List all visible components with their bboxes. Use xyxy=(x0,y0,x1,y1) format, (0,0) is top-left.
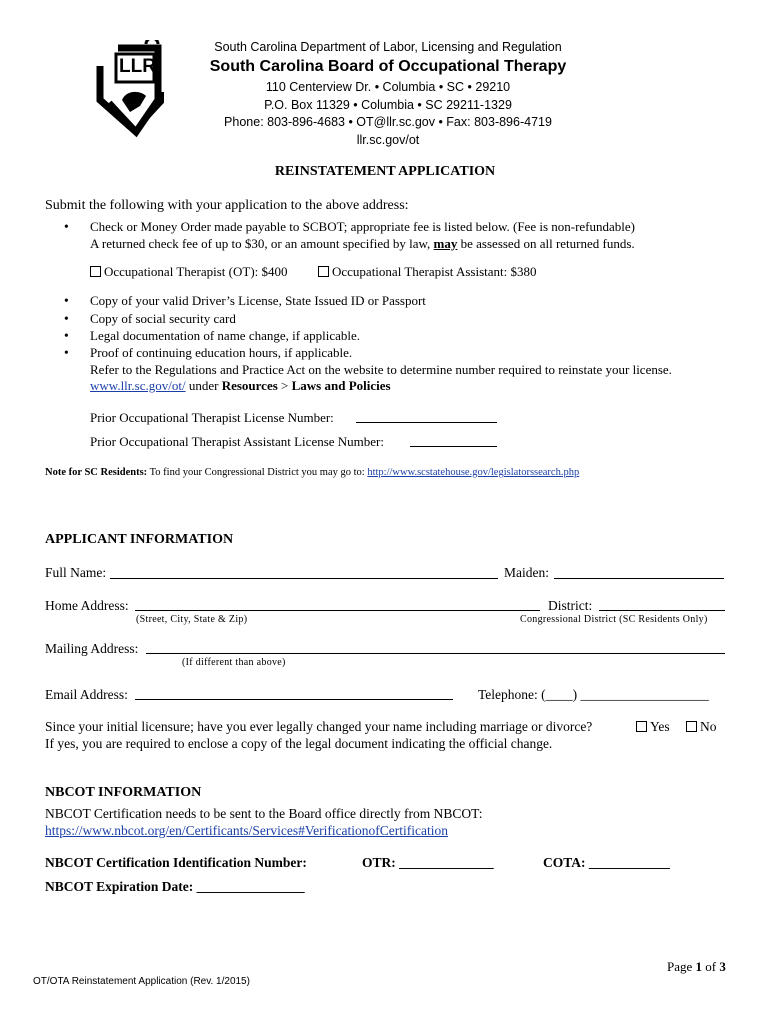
mailing-address-label: Mailing Address: xyxy=(45,641,139,656)
refer-text: Refer to the Regulations and Practice Act on the website to determine number required to reinstate your license. xyxy=(90,362,672,377)
nbcot-heading: NBCOT INFORMATION xyxy=(45,785,202,800)
dept-name: South Carolina Department of Labor, Licensing and Regulation xyxy=(214,40,562,54)
district-hint: Congressional District (SC Residents Only) xyxy=(520,614,708,625)
nbcot-instructions: NBCOT Certification needs to be sent to the Board office directly from NBCOT: xyxy=(45,806,483,821)
fee-ota-label: Occupational Therapist Assistant: $380 xyxy=(332,264,537,279)
list-item: Copy of social security card xyxy=(90,311,236,326)
returned-check-text-end: be assessed on all returned funds. xyxy=(457,236,635,251)
logo-text: LLR xyxy=(119,56,156,77)
nbcot-expiration-field[interactable]: NBCOT Expiration Date: ________________ xyxy=(45,879,305,894)
name-change-question: Since your initial licensure; have you ever legally changed your name including marriage or divorce? xyxy=(45,719,593,734)
full-name-label: Full Name: xyxy=(45,565,107,580)
fee-ota-checkbox[interactable] xyxy=(318,266,329,277)
mailing-address-field[interactable] xyxy=(146,653,725,654)
bullet-dot: • xyxy=(64,293,69,308)
website-line: llr.sc.gov/ot xyxy=(356,133,420,147)
form-footer: OT/OTA Reinstatement Application (Rev. 1/2015) xyxy=(33,976,250,987)
full-name-field[interactable] xyxy=(110,578,498,579)
refer-under-text: under xyxy=(185,378,222,393)
list-item: Legal documentation of name change, if applicable. xyxy=(90,328,360,343)
legislators-link[interactable]: http://www.scstatehouse.gov/legislatorssearch.php xyxy=(367,467,580,478)
page-of: of xyxy=(702,959,720,974)
no-checkbox[interactable] xyxy=(686,721,697,732)
mailing-hint: (If different than above) xyxy=(182,657,286,668)
resources-label: Resources xyxy=(221,378,278,393)
prior-ot-field[interactable] xyxy=(356,422,497,423)
home-address-field[interactable] xyxy=(135,610,540,611)
fee-ot-label: Occupational Therapist (OT): $400 xyxy=(104,264,288,279)
maiden-label: Maiden: xyxy=(504,565,549,580)
page-current: 1 xyxy=(695,959,703,974)
fee-instruction-line-2 xyxy=(90,236,635,252)
prior-ota-label: Prior Occupational Therapist Assistant License Number: xyxy=(90,434,384,449)
contact-line: Phone: 803-896-4683 • OT@llr.sc.gov • Fax: 803-896-4719 xyxy=(224,115,552,129)
bullet-dot: • xyxy=(64,345,69,360)
district-label: District: xyxy=(548,598,593,613)
page-label: Page xyxy=(667,959,696,974)
list-item: Proof of continuing education hours, if applicable. xyxy=(90,345,353,360)
name-change-no[interactable] xyxy=(686,719,717,735)
bullet-dot: • xyxy=(64,219,69,234)
street-hint: (Street, City, State & Zip) xyxy=(136,614,248,625)
home-address-label: Home Address: xyxy=(45,598,129,613)
email-label: Email Address: xyxy=(45,687,128,702)
website-link[interactable]: www.llr.sc.gov/ot/ xyxy=(90,378,186,393)
nbcot-cert-id-label: NBCOT Certification Identification Number: xyxy=(45,855,307,870)
note-text: To find your Congressional District you may go to: xyxy=(147,467,368,478)
note-label: Note for SC Residents: xyxy=(45,467,148,478)
fee-instruction-line-1: Check or Money Order made payable to SCBOT; appropriate fee is listed below. (Fee is non-refundable) xyxy=(90,219,635,234)
page-total: 3 xyxy=(719,959,726,974)
fee-ot-checkbox[interactable] xyxy=(90,266,101,277)
telephone-field[interactable]: Telephone: (____) ___________________ xyxy=(478,687,709,702)
yes-checkbox[interactable] xyxy=(636,721,647,732)
address-line-2: P.O. Box 11329 • Columbia • SC 29211-1329 xyxy=(264,98,512,112)
applicant-heading: APPLICANT INFORMATION xyxy=(45,532,234,547)
email-field[interactable] xyxy=(135,699,453,700)
bullet-dot: • xyxy=(64,311,69,326)
page-number xyxy=(667,959,726,975)
nbcot-link[interactable]: https://www.nbcot.org/en/Certificants/Services#VerificationofCertification xyxy=(45,823,449,838)
prior-ot-label: Prior Occupational Therapist License Number: xyxy=(90,410,334,425)
no-label: No xyxy=(700,719,717,734)
llr-shield-icon xyxy=(96,40,176,140)
yes-label: Yes xyxy=(650,719,670,734)
board-name: South Carolina Board of Occupational Therapy xyxy=(209,58,567,75)
otr-field[interactable]: OTR: ______________ xyxy=(362,855,494,870)
name-change-yes[interactable] xyxy=(636,719,670,735)
returned-check-text: A returned check fee of up to $30, or an amount specified by law, xyxy=(90,236,434,251)
list-item: Copy of your valid Driver’s License, State Issued ID or Passport xyxy=(90,293,426,308)
sc-residents-note xyxy=(45,467,579,478)
laws-policies-label: Laws and Policies xyxy=(291,378,391,393)
fee-ot-option[interactable] xyxy=(90,264,288,280)
address-line-1: 110 Centerview Dr. • Columbia • SC • 29210 xyxy=(265,80,511,94)
maiden-field[interactable] xyxy=(554,578,724,579)
cota-field[interactable]: COTA: ____________ xyxy=(543,855,670,870)
page-title: REINSTATEMENT APPLICATION xyxy=(274,164,496,179)
refer-link-line xyxy=(90,378,391,394)
district-field[interactable] xyxy=(599,610,725,611)
refer-separator: > xyxy=(277,378,292,393)
fee-ota-option[interactable] xyxy=(318,264,536,280)
may-emphasis: may xyxy=(433,236,458,251)
llr-logo xyxy=(96,40,176,140)
intro-text: Submit the following with your application to the above address: xyxy=(45,198,409,213)
bullet-dot: • xyxy=(64,328,69,343)
name-change-note: If yes, you are required to enclose a copy of the legal document indicating the official change. xyxy=(45,736,553,751)
prior-ota-field[interactable] xyxy=(410,446,497,447)
